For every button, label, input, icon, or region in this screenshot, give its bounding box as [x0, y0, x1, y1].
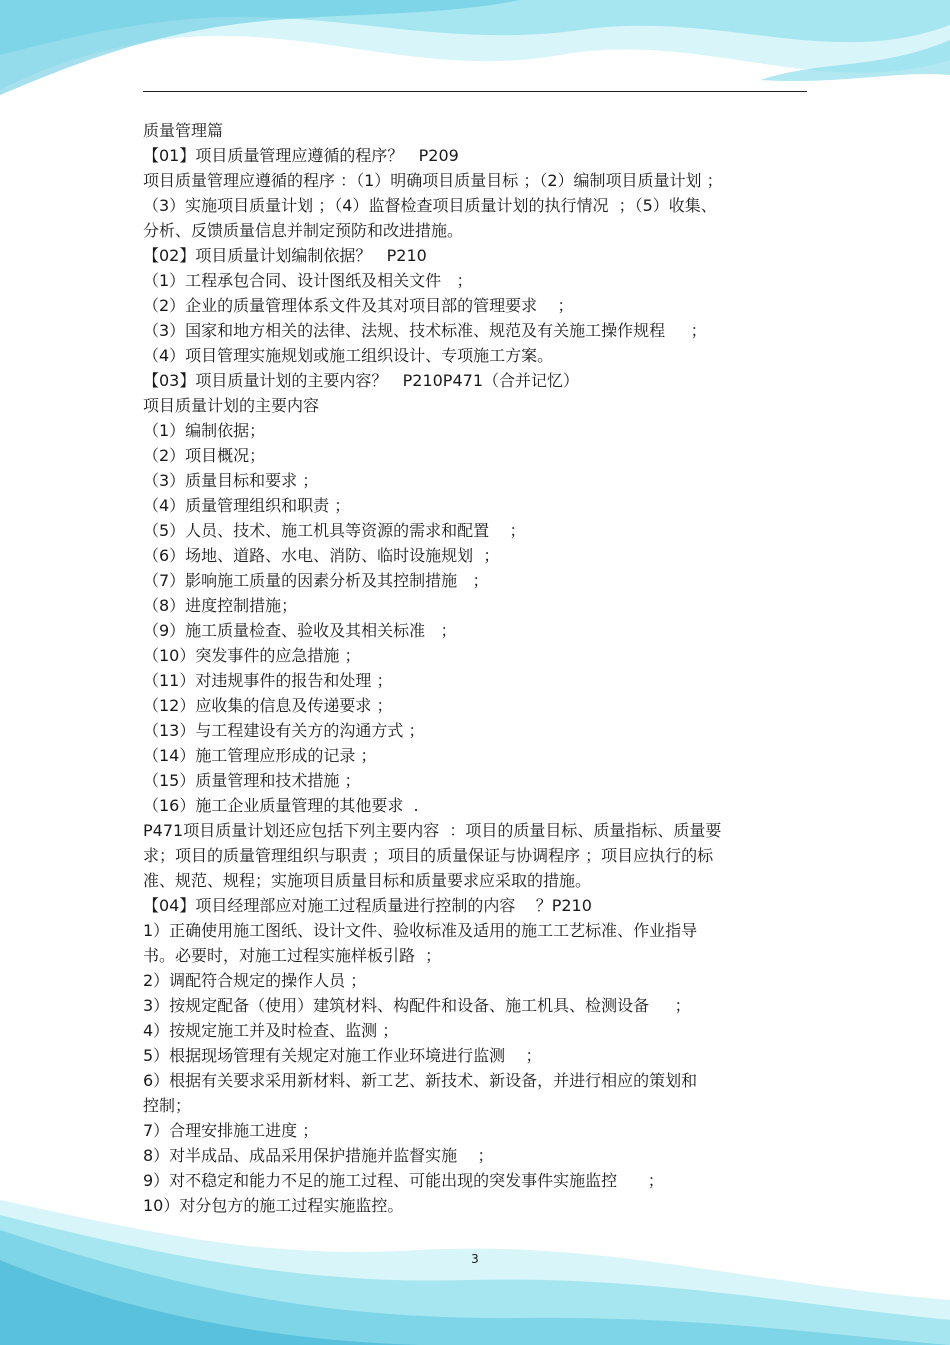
text-line: 分析、反馈质量信息并制定预防和改进措施。: [143, 221, 464, 240]
text-line: P471项目质量计划还应包括下列主要内容 ：项目的质量目标、质量指标、质量要: [143, 821, 722, 840]
list-item: 7）合理安排施工进度 ；: [143, 1121, 319, 1140]
question-02-heading: 【02】项目质量计划编制依据？ P210: [143, 246, 427, 265]
list-item: （8）进度控制措施；: [143, 596, 298, 615]
list-item: 2）调配符合规定的操作人员 ；: [143, 971, 367, 990]
question-04-heading: 【04】项目经理部应对施工过程质量进行控制的内容 ？P210: [143, 896, 592, 915]
list-item: 10）对分包方的施工过程实施监控。: [143, 1196, 404, 1215]
list-item: 控制；: [143, 1096, 192, 1115]
list-item: 9）对不稳定和能力不足的施工过程、可能出现的突发事件实施监控 ；: [143, 1171, 664, 1190]
list-item: （14）施工管理应形成的记录 ；: [143, 746, 377, 765]
list-item: （4）项目管理实施规划或施工组织设计、专项施工方案。: [143, 346, 554, 365]
header-rule: [143, 91, 807, 92]
list-item: 3）按规定配备（使用）建筑材料、构配件和设备、施工机具、检测设备 ；: [143, 996, 691, 1015]
list-item: （3）质量目标和要求 ；: [143, 471, 319, 490]
list-item: （16）施工企业质量管理的其他要求 .: [143, 796, 419, 815]
list-item: （4）质量管理组织和职责 ；: [143, 496, 351, 515]
list-item: （12）应收集的信息及传递要求 ；: [143, 696, 393, 715]
list-item: （15）质量管理和技术措施 ；: [143, 771, 361, 790]
text-line: 项目质量计划的主要内容: [143, 396, 320, 415]
question-03-heading: 【03】项目质量计划的主要内容？ P210P471（合并记忆）: [143, 371, 579, 390]
text-line: 准、规范、规程；实施项目质量目标和质量要求应采取的措施。: [143, 871, 592, 890]
list-item: 1）正确使用施工图纸、设计文件、验收标准及适用的施工工艺标准、作业指导: [143, 921, 698, 940]
text-line: 求；项目的质量管理组织与职责 ；项目的质量保证与协调程序 ；项目应执行的标: [143, 846, 714, 865]
list-item: （10）突发事件的应急措施 ；: [143, 646, 361, 665]
list-item: 书。必要时，对施工过程实施样板引路 ；: [143, 946, 442, 965]
list-item: （6）场地、道路、水电、消防、临时设施规划 ；: [143, 546, 500, 565]
text-line: （3）实施项目质量计划 ；（4）监督检查项目质量计划的执行情况 ；（5）收集、: [143, 196, 717, 215]
list-item: 5）根据现场管理有关规定对施工作业环境进行监测 ；: [143, 1046, 542, 1065]
list-item: （9）施工质量检查、验收及其相关标准 ；: [143, 621, 457, 640]
list-item: 8）对半成品、成品采用保护措施并监督实施 ；: [143, 1146, 494, 1165]
question-01-heading: 【01】项目质量管理应遵循的程序？ P209: [143, 146, 459, 165]
list-item: （13）与工程建设有关方的沟通方式 ；: [143, 721, 425, 740]
document-body: [143, 118, 811, 1218]
list-item: 6）根据有关要求采用新材料、新工艺、新技术、新设备，并进行相应的策划和: [143, 1071, 698, 1090]
page-number: 3: [471, 1252, 479, 1266]
list-item: 4）按规定施工并及时检查、监测 ；: [143, 1021, 399, 1040]
section-title: 质量管理篇: [143, 121, 224, 140]
list-item: （2）企业的质量管理体系文件及其对项目部的管理要求 ；: [143, 296, 574, 315]
list-item: （11）对违规事件的报告和处理 ；: [143, 671, 393, 690]
list-item: （7）影响施工质量的因素分析及其控制措施 ；: [143, 571, 489, 590]
list-item: （1）编制依据；: [143, 421, 266, 440]
list-item: （3）国家和地方相关的法律、法规、技术标准、规范及有关施工操作规程 ；: [143, 321, 707, 340]
text-line: 项目质量管理应遵循的程序 ：（1）明确项目质量目标 ；（2）编制项目质量计划 ；: [143, 171, 723, 190]
list-item: （5）人员、技术、施工机具等资源的需求和配置 ；: [143, 521, 526, 540]
list-item: （2）项目概况；: [143, 446, 266, 465]
list-item: （1）工程承包合同、设计图纸及相关文件 ；: [143, 271, 473, 290]
